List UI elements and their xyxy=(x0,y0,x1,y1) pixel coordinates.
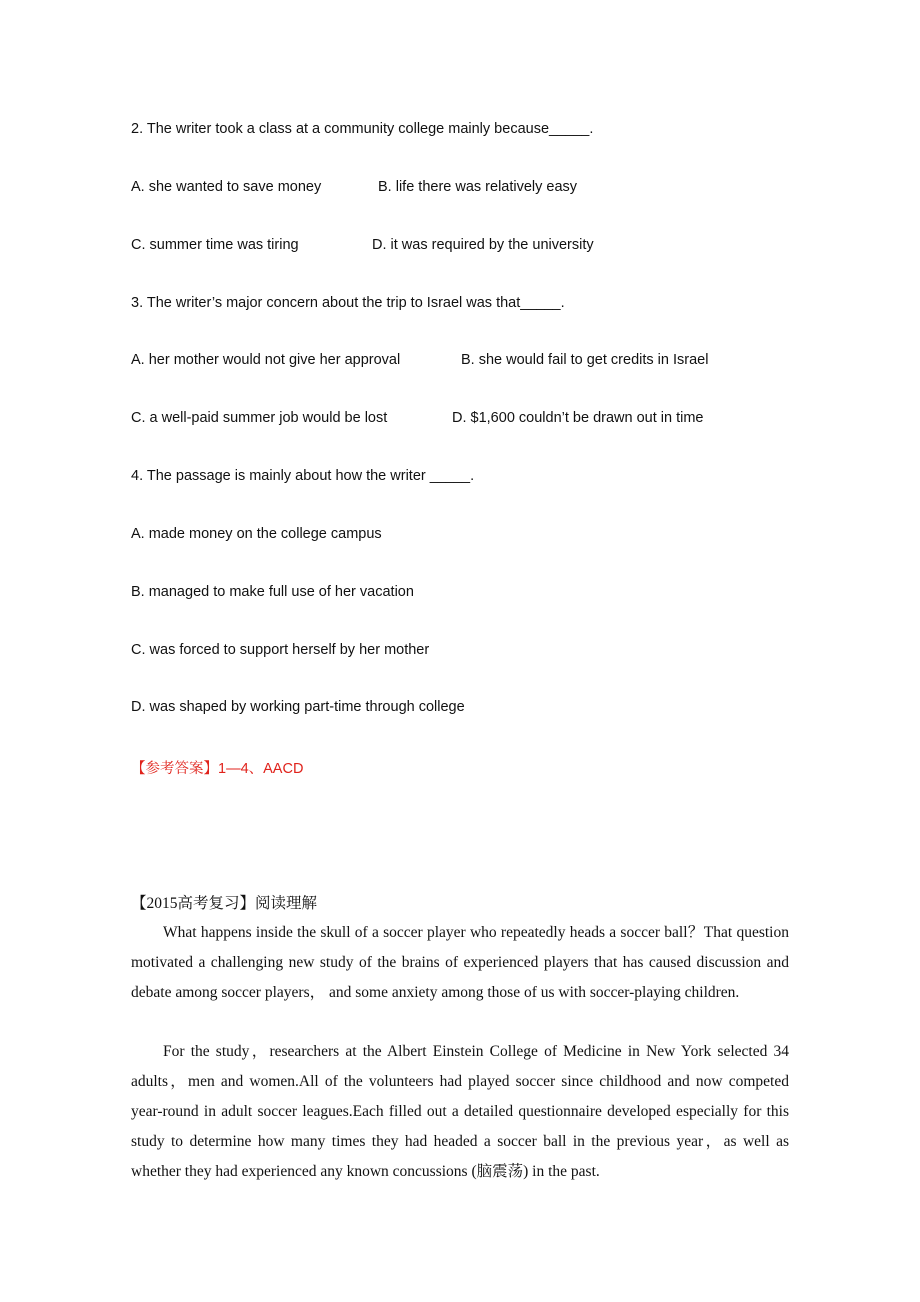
paragraph-text: What happens inside the skull of a soccer player who repeatedly heads a soccer ball？That question motivated a challenging new study of the brains of experienced players that has caused discussion and debate among soccer players， and some anxiety among those of us with soccer-playing children. xyxy=(131,924,789,1001)
question-4-option-d: D. was shaped by working part-time through college xyxy=(131,699,465,715)
question-3-option-b: B. she would fail to get credits in Israel xyxy=(461,352,709,368)
question-3-option-c: C. a well-paid summer job would be lost xyxy=(131,410,388,426)
question-2-option-c: C. summer time was tiring xyxy=(131,237,299,253)
paragraph-text: For the study，researchers at the Albert Einstein College of Medicine in New York selected 34 adults，men and women.All of the volunteers had played soccer since childhood and now competed year-round in adult soccer leagues.Each filled out a detailed questionnaire developed especially for this study to determine how many times they had headed a soccer ball in the previous year，as well as whether they had experienced any known concussions (脑震荡) in the past. xyxy=(131,1043,789,1180)
question-2-option-d: D. it was required by the university xyxy=(372,237,594,253)
section-heading: 【2015高考复习】阅读理解 xyxy=(131,895,318,912)
question-4-option-a: A. made money on the college campus xyxy=(131,526,382,542)
question-3-option-a: A. her mother would not give her approval xyxy=(131,352,401,368)
question-4-option-c: C. was forced to support herself by her mother xyxy=(131,642,430,658)
passage-paragraph-1 xyxy=(131,918,789,1008)
passage-paragraph-2 xyxy=(131,1037,789,1187)
question-2-option-b: B. life there was relatively easy xyxy=(378,179,578,195)
answer-key: 【参考答案】1—4、AACD xyxy=(131,761,304,777)
question-3-stem: 3. The writer’s major concern about the trip to Israel was that_____. xyxy=(131,295,565,311)
question-4-stem: 4. The passage is mainly about how the writer _____. xyxy=(131,468,475,484)
question-2-stem: 2. The writer took a class at a community college mainly because_____. xyxy=(131,121,594,137)
question-4-option-b: B. managed to make full use of her vacation xyxy=(131,584,414,600)
question-3-option-d: D. $1,600 couldn’t be drawn out in time xyxy=(452,410,704,426)
question-2-option-a: A. she wanted to save money xyxy=(131,179,322,195)
